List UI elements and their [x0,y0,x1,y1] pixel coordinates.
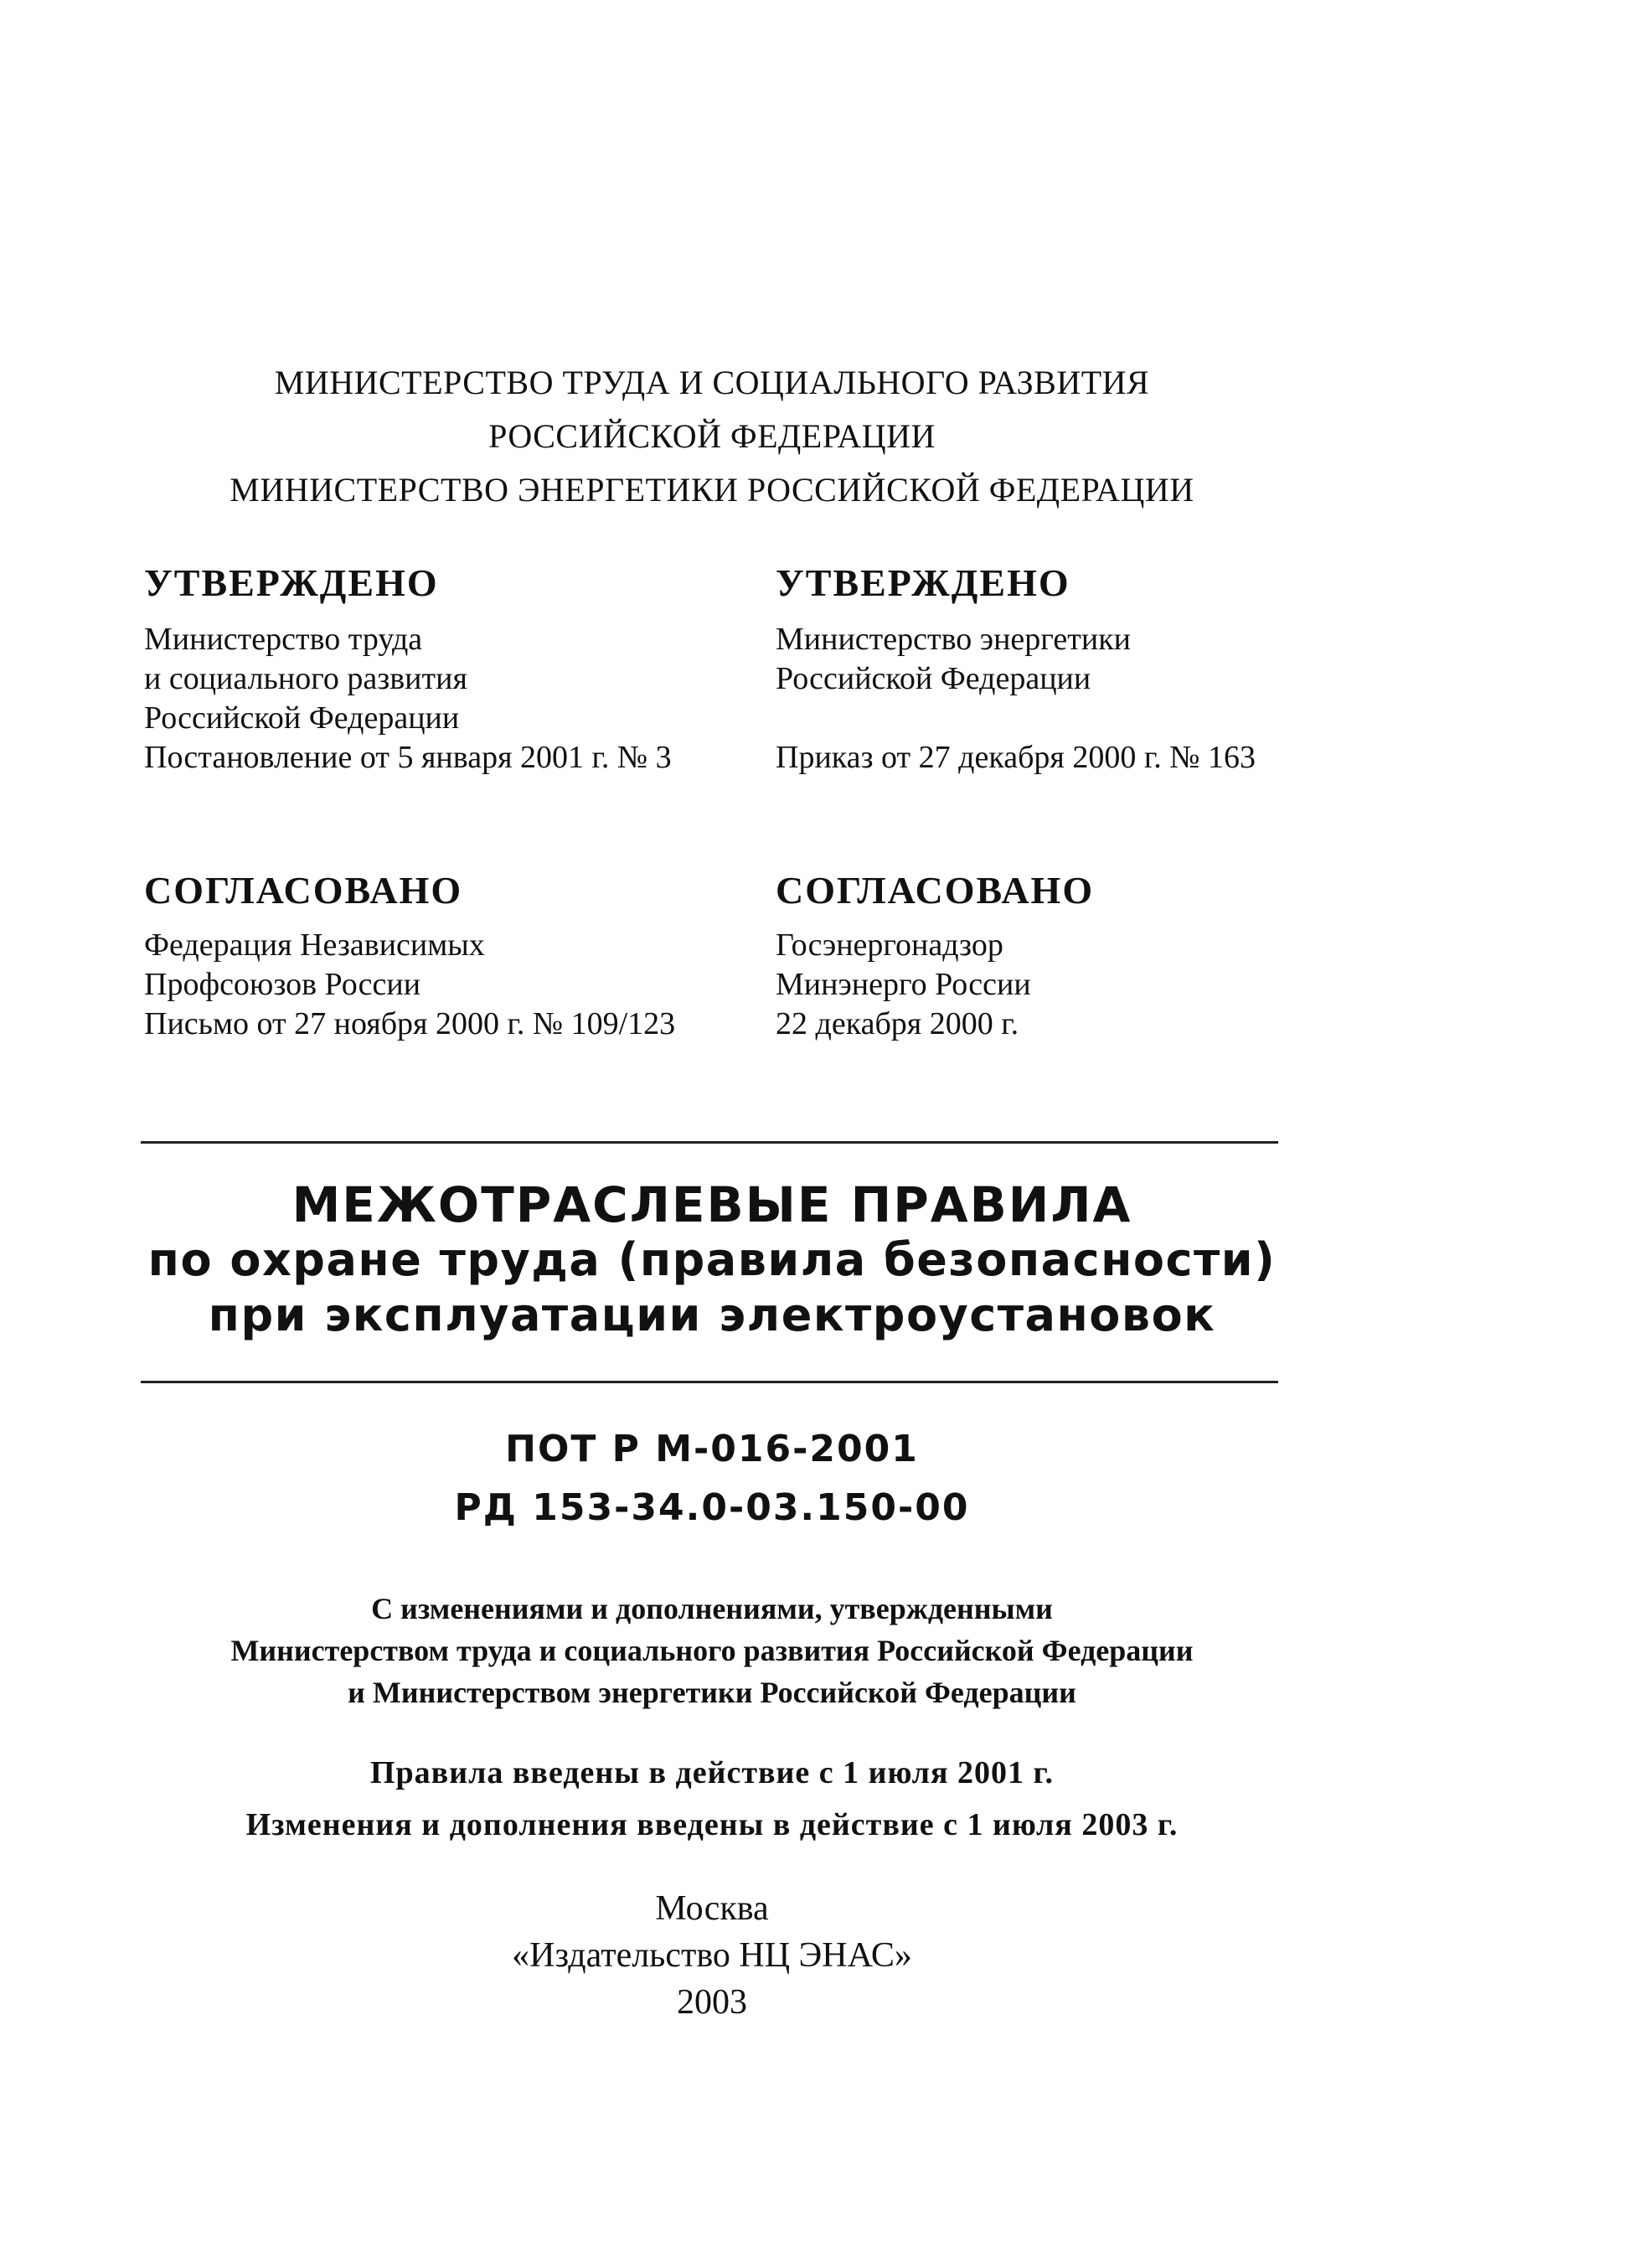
agreed-left-line: Федерация Независимых [144,927,485,963]
imprint-city: Москва [655,1889,769,1928]
publisher-imprint [0,1885,1424,2026]
approved-right-reference: Приказ от 27 декабря 2000 г. № 163 [776,740,1256,775]
agreed-left-line: Профсоюзов России [144,967,421,1002]
pot-code: ПОТ Р М-016-2001 [505,1428,919,1470]
amendments-effective-date: Изменения и дополнения введены в действие с 1 июля 2003 г. [245,1807,1179,1842]
rd-code: РД 153-34.0-03.150-00 [454,1486,970,1529]
agreed-block-left [144,867,714,1044]
agreed-right-line: Минэнерго России [776,967,1031,1002]
agreed-right-line: 22 декабря 2000 г. [776,1006,1019,1041]
title-line: МЕЖОТРАСЛЕВЫЕ ПРАВИЛА [291,1176,1132,1233]
agreed-block-right [776,867,1345,1044]
approved-heading-left: УТВЕРЖДЕНО [144,561,439,604]
document-codes [0,1420,1424,1537]
approved-right-line: Министерство энергетики [776,622,1131,657]
approved-left-line: Министерство труда [144,622,423,657]
approved-block-left [144,560,714,778]
amendments-note [0,1588,1424,1713]
agreed-left-line: Письмо от 27 ноября 2000 г. № 109/123 [144,1006,676,1041]
agreed-right-line: Госэнергонадзор [776,927,1003,963]
approved-left-line: и социального развития [144,661,467,696]
approved-right-line: Российской Федерации [776,661,1091,696]
approved-heading-right: УТВЕРЖДЕНО [776,561,1070,604]
imprint-year: 2003 [677,1983,747,2022]
effective-dates [0,1747,1424,1851]
approved-block-right [776,560,1345,778]
agreed-heading-right: СОГЛАСОВАНО [776,869,1095,912]
title-line: при эксплуатации электроустановок [208,1289,1216,1341]
amendments-line: и Министерством энергетики Российской Федерации [348,1676,1076,1709]
title-line: по охране труда (правила безопасности) [147,1233,1277,1286]
document-title [0,1177,1424,1343]
ministry-energy-line: МИНИСТЕРСТВО ЭНЕРГЕТИКИ РОССИЙСКОЙ ФЕДЕРАЦИИ [230,471,1194,509]
amendments-line: С изменениями и дополнениями, утвержденными [371,1592,1053,1625]
approved-left-line: Российской Федерации [144,700,460,736]
ministry-labor-country-line: РОССИЙСКОЙ ФЕДЕРАЦИИ [488,417,936,455]
title-divider-bottom [141,1381,1278,1383]
agreed-heading-left: СОГЛАСОВАНО [144,869,463,912]
rules-effective-date: Правила введены в действие с 1 июля 2001 г. [369,1755,1054,1790]
amendments-line: Министерством труда и социального развития Российской Федерации [230,1634,1194,1667]
approved-left-reference: Постановление от 5 января 2001 г. № 3 [144,740,672,775]
ministries-header [0,356,1424,517]
ministry-labor-line: МИНИСТЕРСТВО ТРУДА И СОЦИАЛЬНОГО РАЗВИТИЯ [274,364,1150,401]
imprint-publisher: «Издательство НЦ ЭНАС» [512,1936,912,1975]
title-divider-top [141,1141,1278,1144]
